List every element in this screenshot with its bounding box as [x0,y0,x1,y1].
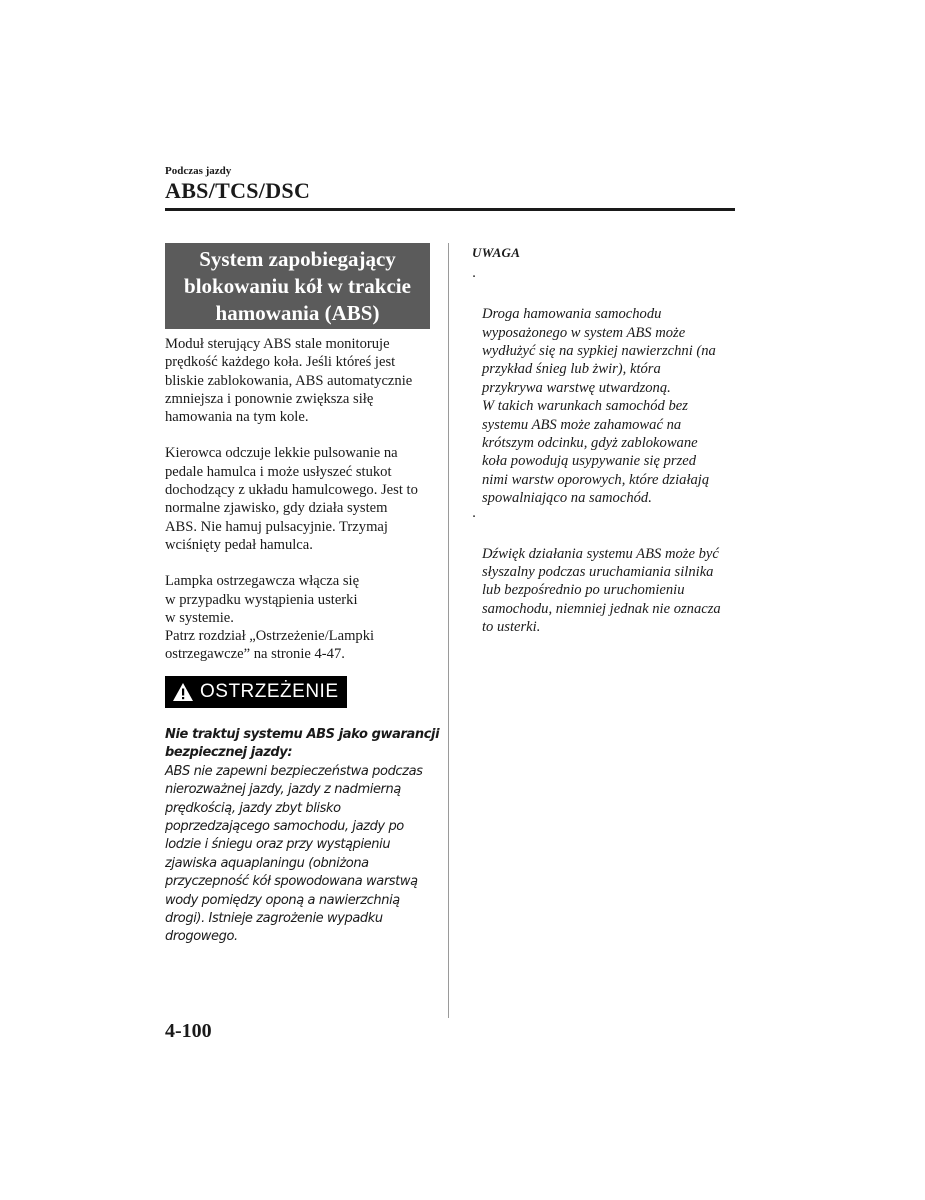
bullet: · [472,508,476,525]
warning-badge [165,676,347,708]
warning-label: OSTRZEŻENIE [200,681,339,702]
warning-text [165,726,440,947]
note-item-text: Droga hamowania samochodu wyposażonego w system ABS może wydłużyć się na sypkiej nawierzchni (na przykład śnieg lub żwir), która przykrywa warstwę utwardzoną. W takich warunkach samochód bez systemu ABS może zahamować na krótszym odcinku, gdyż zablokowane koła powodują usypywanie się przed nimi warstw oporowych, które działają spowalniająco na samochód. [482,306,716,507]
paragraph-warning-light: Lampka ostrzegawcza włącza się w przypadku wystąpienia usterki w systemie. Patrz rozdział „Ostrzeżenie/Lampki ostrzegawcze” na stronie 4-47. [165,573,375,663]
page-number: 4-100 [165,1020,212,1042]
note-item [472,508,737,637]
breadcrumb: Podczas jazdy [165,165,232,177]
note-item-text: Dźwięk działania systemu ABS może być słyszalny podczas uruchamiania silnika lub bezpośrednio po uruchomieniu samochodu, niemniej jednak nie oznacza to usterki. [482,545,721,636]
note-title: UWAGA [472,245,521,260]
page-title: ABS/TCS/DSC [165,178,311,203]
warning-body: ABS nie zapewni bezpieczeństwa podczas nierozważnej jazdy, jazdy z nadmierną prędkością, jazdy zbyt blisko poprzedzającego samochodu, jazdy po lodzie i śniegu oraz przy wystąpieniu zjawiska aquaplaningu (obniżona przyczepność kół spowodowana warstwą wody pomiędzy oponą a nawierzchnią drogi). Istnieje zagrożenie wypadku drogowego. [165,763,423,945]
note-column [472,244,737,637]
paragraph-pedal-pulsation: Kierowca odczuje lekkie pulsowanie na pedale hamulca i może usłyszeć stukot dochodzący z układu hamulcowego. Jest to normalne zjawisko, gdy działa system ABS. Nie hamuj pulsacyjnie. Trzymaj wciśnięty pedał hamulca. [165,445,418,553]
section-heading-box [165,243,430,329]
header-divider [165,208,735,211]
warning-triangle-icon [172,682,194,702]
paragraph-abs-monitoring: Moduł sterujący ABS stale monitoruje prędkość każdego koła. Jeśli któreś jest bliskie zablokowania, ABS automatycznie zmniejsza i ponownie zwiększa siłę hamowania na tym kole. [165,336,413,426]
note-item [472,268,737,507]
bullet: · [472,269,476,286]
warning-title: Nie traktuj systemu ABS jako gwarancji bezpiecznej jazdy: [165,727,440,761]
left-column [165,335,435,682]
section-heading: System zapobiegający blokowaniu kół w trakcie hamowania (ABS) [184,246,411,325]
column-divider [448,243,449,1018]
